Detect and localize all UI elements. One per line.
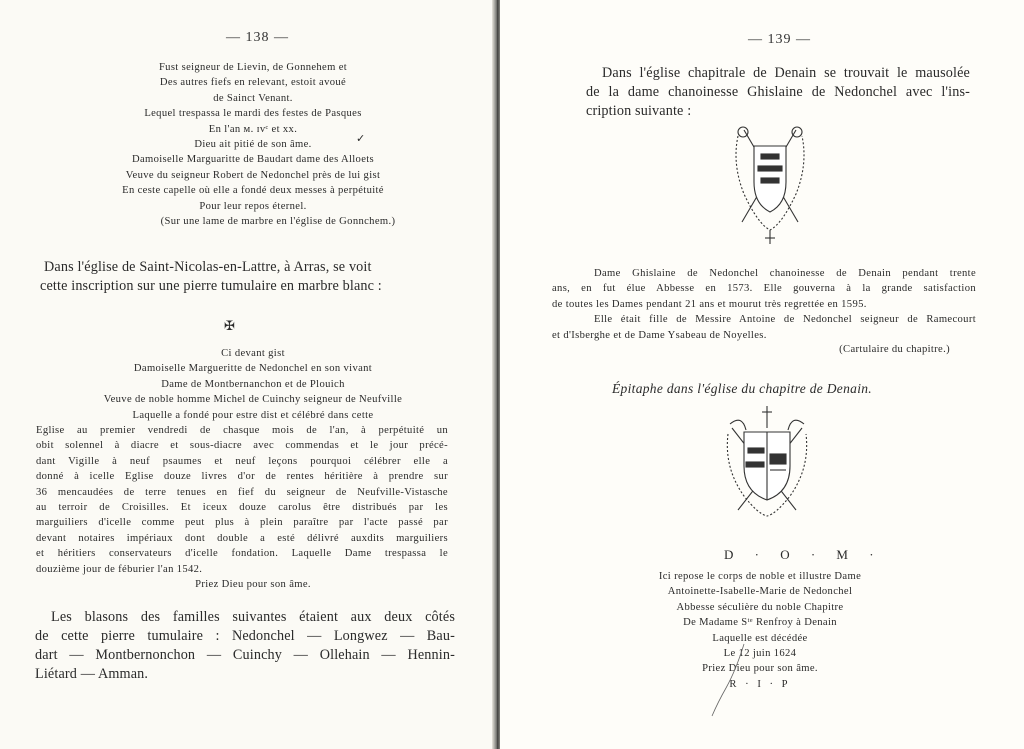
epitaph-line: devant notaires impériaux dont double a esté délivré auxdits marguiliers bbox=[36, 532, 448, 544]
epitaph-line: De Madame Sᵗᵉ Renfroy à Denain bbox=[683, 617, 837, 629]
epitaph-line: Priez Dieu pour son âme. bbox=[702, 663, 818, 675]
epitaph-line: Veuve du seigneur Robert de Nedonchel près de lui gist bbox=[125, 169, 381, 181]
prayer-line: Priez Dieu pour son âme. bbox=[195, 579, 311, 590]
left-page bbox=[0, 0, 497, 749]
epitaph-line: donné à icelle Eglise douze livres d'or de rentes héritière à prendre sur bbox=[36, 471, 448, 483]
epitaph-line: Ci devant gist bbox=[221, 348, 285, 359]
intro-line: Dans l'église de Saint-Nicolas-en-Lattre, à Arras, se voit bbox=[44, 259, 372, 275]
page-number-left: — 138 — bbox=[226, 30, 289, 45]
pencil-stroke-mark bbox=[696, 640, 756, 720]
epitaph-line: En ceste capelle où elle a fondé deux messes à perpétuité bbox=[122, 185, 384, 197]
epitaph-line: Ici repose le corps de noble et illustre Dame bbox=[658, 571, 862, 582]
caption-line: de toutes les Dames pendant 21 ans et mourut très regrettée en 1595. bbox=[552, 298, 867, 310]
ink-mark: ✓ bbox=[356, 133, 366, 145]
epitaph-line: obit solennel à diacre et sous-diacre avec commendas et le jour précé- bbox=[36, 440, 448, 452]
intro-saint-nicolas bbox=[18, 258, 478, 296]
epitaph-line: Abbesse séculière du noble Chapitre bbox=[676, 601, 844, 613]
epitaph-line: Eglise au premier vendredi de chasque mois de l'an, à perpétuité un bbox=[36, 425, 448, 436]
coat-of-arms-ghislaine bbox=[730, 124, 810, 250]
epitaph-line: Des autres fiefs en relevant, estoit avoué bbox=[159, 77, 347, 89]
caption-ghislaine bbox=[552, 266, 976, 343]
page-number-right: — 139 — bbox=[748, 32, 811, 47]
caption-line: ans, en fut élue Abbesse en 1573. Elle gouverna à la grande satisfaction bbox=[552, 283, 976, 295]
epitaph-line: dant Vigille à neuf psaumes et neuf leçons pourquoi célébrer elle a bbox=[36, 455, 448, 467]
cross-icon: ✠ bbox=[224, 318, 235, 333]
intro-line: cription suivante : bbox=[586, 103, 692, 119]
epitaph-margueritte-body bbox=[36, 423, 448, 577]
intro-line: cette inscription sur une pierre tumulaire en marbre blanc : bbox=[40, 278, 382, 294]
epitaph-line: au terroir de Croisilles. Et iceux douze carolus être distribués par les bbox=[36, 502, 448, 514]
epitaph-line: douzième jour de féburier l'an 1542. bbox=[36, 563, 203, 575]
source-note: (Cartulaire du chapitre.) bbox=[839, 344, 950, 355]
coat-of-arms-antoinette bbox=[722, 404, 812, 524]
epitaph-heading: Épitaphe dans l'église du chapitre de Denain. bbox=[612, 381, 872, 396]
epitaph-line: Veuve de noble homme Michel de Cuinchy seigneur de Neufville bbox=[103, 394, 403, 406]
epitaph-line: Antoinette-Isabelle-Marie de Nedonchel bbox=[667, 586, 853, 598]
blasons-line: Les blasons des familles suivantes étaient aux deux côtés bbox=[51, 609, 455, 625]
epitaph-line: En l'an ᴍ. ɪᴠᶜ et xx. bbox=[208, 123, 298, 135]
epitaph-line: Laquelle a fondé pour estre dist et célébré dans cette bbox=[132, 409, 374, 421]
intro-denain bbox=[586, 64, 970, 121]
dom-inscription: D · O · M · bbox=[724, 547, 883, 562]
rip-inscription: R · I · P bbox=[729, 679, 791, 690]
epitaph-line: Lequel trespassa le mardi des festes de Pasques bbox=[144, 108, 362, 120]
epitaph-antoinette bbox=[590, 569, 930, 677]
epitaph-line: Fust seigneur de Lievin, de Gonnehem et bbox=[158, 62, 348, 73]
epitaph-line: et héritiers conservateurs d'icelle fondation. Laquelle Dame trespassa le bbox=[36, 548, 448, 560]
epitaph-line: Dame de Montbernanchon et de Plouich bbox=[161, 378, 345, 390]
right-page bbox=[500, 0, 1024, 749]
epitaph-line: Damoiselle Marguaritte de Baudart dame des Alloets bbox=[131, 154, 375, 166]
epitaph-line: Dieu ait pitié de son âme. bbox=[194, 139, 312, 151]
intro-line: de la dame chanoinesse Ghislaine de Nedonchel avec l'ins- bbox=[586, 84, 970, 100]
caption-line: Dame Ghislaine de Nedonchel chanoinesse de Denain pendant trente bbox=[594, 268, 976, 279]
epitaph-line: de Sainct Venant. bbox=[213, 92, 293, 104]
caption-line: et d'Isberghe et de Dame Ysabeau de Noyelles. bbox=[552, 329, 767, 341]
epitaph-line: Le 12 juin 1624 bbox=[723, 648, 797, 660]
epitaph-margueritte-header bbox=[30, 346, 476, 423]
epitaph-line: 36 mencaudées de terre tenues en fief du seigneur de Neufville-Vistasche bbox=[36, 486, 448, 498]
epitaph-line: Laquelle est décédée bbox=[712, 632, 808, 644]
epitaph-line: marguiliers d'icelle comme peut plus à plein paraître par l'acte passé par bbox=[36, 517, 448, 529]
epitaph-gonnehem bbox=[30, 60, 476, 229]
blasons-line: dart — Montbernonchon — Cuinchy — Ollehain — Hennin- bbox=[35, 647, 455, 663]
epitaph-line: Damoiselle Margueritte de Nedonchel en son vivant bbox=[133, 363, 373, 375]
caption-line: Elle était fille de Messire Antoine de Nedonchel seigneur de Ramecourt bbox=[594, 314, 976, 326]
blasons-line: Liétard — Amman. bbox=[35, 666, 149, 682]
epitaph-line: Pour leur repos éternel. bbox=[199, 200, 307, 212]
intro-line: Dans l'église chapitrale de Denain se trouvait le mausolée bbox=[602, 65, 970, 81]
blasons-paragraph bbox=[35, 608, 455, 684]
blasons-line: de cette pierre tumulaire : Nedonchel — Longwez — Bau- bbox=[35, 628, 455, 644]
source-note: (Sur une lame de marbre en l'église de Gonnchem.) bbox=[160, 216, 396, 228]
